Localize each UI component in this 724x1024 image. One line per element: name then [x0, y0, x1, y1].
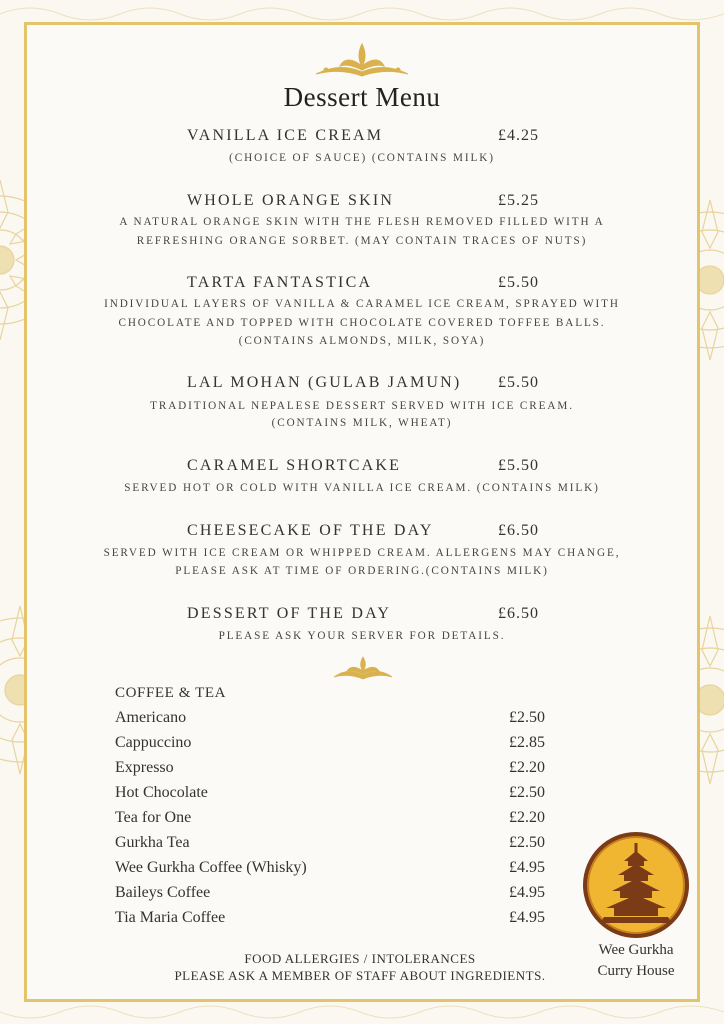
dessert-price: £4.25 — [498, 127, 539, 144]
coffee-name: Americano — [115, 709, 187, 726]
coffee-price: £4.95 — [509, 884, 545, 901]
dessert-description: (CONTAINS MILK, WHEAT) — [271, 417, 453, 429]
dessert-name: LAL MOHAN (GULAB JAMUN) — [187, 374, 462, 391]
dessert-price: £6.50 — [498, 522, 539, 539]
dessert-description: PLEASE ASK AT TIME OF ORDERING.(CONTAINS MILK) — [175, 565, 549, 577]
pagoda-logo-icon — [582, 831, 690, 939]
dessert-name: TARTA FANTASTICA — [187, 274, 373, 291]
coffee-name: Gurkha Tea — [115, 834, 190, 851]
coffee-row — [115, 859, 545, 883]
coffee-row — [115, 809, 545, 833]
coffee-price: £2.50 — [509, 784, 545, 801]
divider-ornament-decoration — [332, 655, 394, 681]
allergy-notice-line: FOOD ALLERGIES / INTOLERANCES — [244, 951, 476, 966]
coffee-name: Expresso — [115, 759, 174, 776]
coffee-row — [115, 909, 545, 933]
coffee-row — [115, 734, 545, 758]
allergy-notice-line: PLEASE ASK A MEMBER OF STAFF ABOUT INGREDIENTS. — [174, 968, 546, 983]
coffee-row — [115, 884, 545, 908]
dessert-name: WHOLE ORANGE SKIN — [187, 192, 395, 209]
dessert-description: INDIVIDUAL LAYERS OF VANILLA & CARAMEL ICE CREAM, SPRAYED WITH — [104, 298, 620, 310]
dessert-price: £5.50 — [498, 457, 539, 474]
dessert-name: CHEESECAKE OF THE DAY — [187, 522, 434, 539]
floral-border-top-decoration — [0, 0, 724, 22]
dessert-name: CARAMEL SHORTCAKE — [187, 457, 402, 474]
coffee-price: £2.50 — [509, 834, 545, 851]
brand-name-line: Wee Gurkha — [598, 942, 674, 958]
dessert-description: (CONTAINS ALMONDS, MILK, SOYA) — [238, 335, 486, 347]
dessert-description: SERVED HOT OR COLD WITH VANILLA ICE CREAM. (CONTAINS MILK) — [124, 482, 600, 494]
coffee-name: Wee Gurkha Coffee (Whisky) — [115, 859, 307, 876]
dessert-price: £6.50 — [498, 605, 539, 622]
coffee-price: £2.85 — [509, 734, 545, 751]
dessert-description: TRADITIONAL NEPALESE DESSERT SERVED WITH ICE CREAM. — [150, 400, 574, 412]
dessert-description: PLEASE ASK YOUR SERVER FOR DETAILS. — [218, 630, 506, 642]
coffee-name: Tea for One — [115, 809, 192, 826]
page-title: Dessert Menu — [283, 82, 441, 112]
brand-name-line: Curry House — [597, 963, 675, 979]
floral-border-bottom-decoration — [0, 1002, 724, 1024]
dessert-name: DESSERT OF THE DAY — [187, 605, 392, 622]
coffee-row — [115, 784, 545, 808]
coffee-price: £2.20 — [509, 759, 545, 776]
dessert-price: £5.25 — [498, 192, 539, 209]
dessert-description: REFRESHING ORANGE SORBET. (MAY CONTAIN TRACES OF NUTS) — [136, 235, 588, 247]
top-ornament-decoration — [312, 40, 412, 82]
coffee-price: £2.20 — [509, 809, 545, 826]
dessert-description: SERVED WITH ICE CREAM OR WHIPPED CREAM. ALLERGENS MAY CHANGE, — [103, 547, 621, 559]
coffee-name: Tia Maria Coffee — [115, 909, 226, 926]
coffee-row — [115, 709, 545, 733]
coffee-name: Cappuccino — [115, 734, 192, 751]
coffee-tea-heading: COFFEE & TEA — [115, 685, 227, 701]
dessert-price: £5.50 — [498, 374, 539, 391]
coffee-price: £4.95 — [509, 859, 545, 876]
coffee-name: Baileys Coffee — [115, 884, 211, 901]
dessert-description: A NATURAL ORANGE SKIN WITH THE FLESH REMOVED FILLED WITH A — [119, 216, 605, 228]
coffee-row — [115, 759, 545, 783]
coffee-price: £4.95 — [509, 909, 545, 926]
coffee-price: £2.50 — [509, 709, 545, 726]
coffee-row — [115, 834, 545, 858]
dessert-description: (CHOICE OF SAUCE) (CONTAINS MILK) — [229, 152, 495, 164]
dessert-name: VANILLA ICE CREAM — [187, 127, 384, 144]
dessert-description: CHOCOLATE AND TOPPED WITH CHOCOLATE COVERED TOFFEE BALLS. — [118, 317, 606, 329]
dessert-price: £5.50 — [498, 274, 539, 291]
coffee-name: Hot Chocolate — [115, 784, 208, 801]
